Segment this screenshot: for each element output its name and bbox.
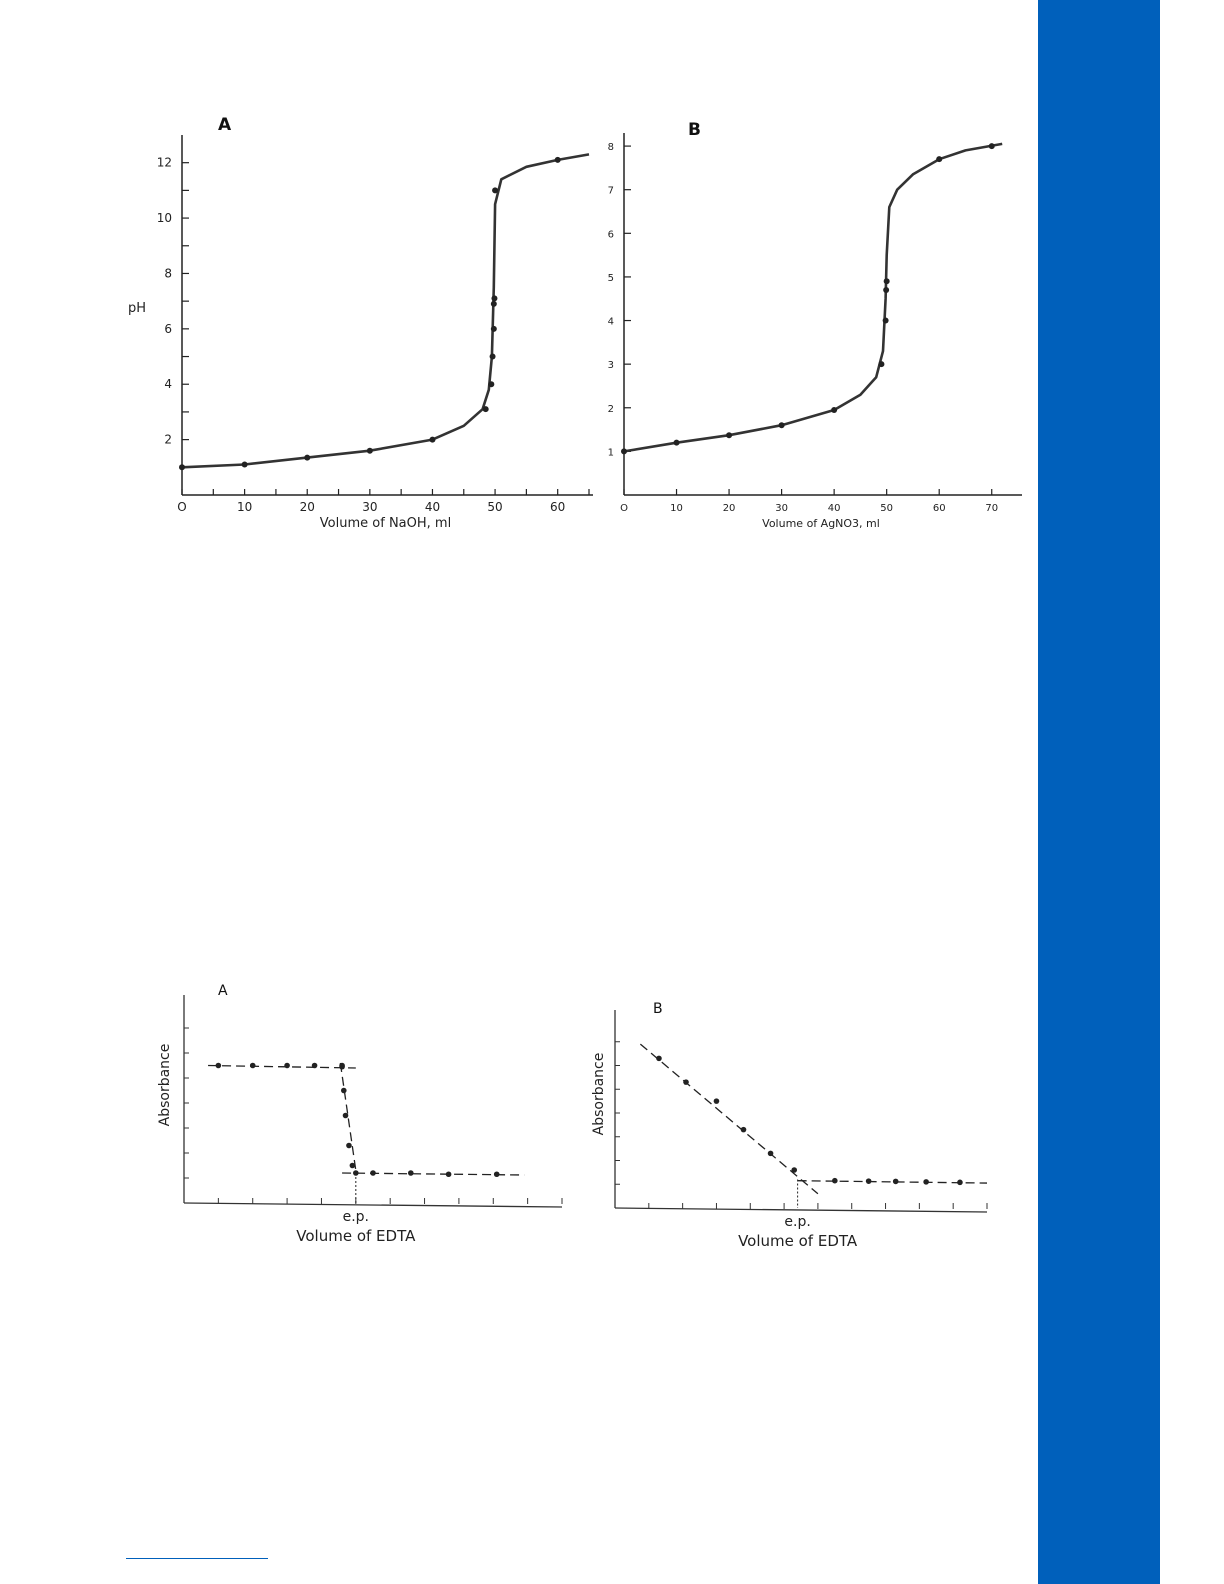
data-point bbox=[216, 1063, 222, 1069]
data-point bbox=[343, 1113, 349, 1119]
y-axis-title: Absorbance bbox=[591, 1052, 607, 1136]
sidebar-band bbox=[1038, 0, 1160, 1584]
data-point bbox=[714, 1098, 720, 1104]
data-point bbox=[312, 1063, 318, 1069]
x-axis-title: Volume of NaOH, ml bbox=[319, 516, 452, 531]
data-point bbox=[353, 1170, 359, 1176]
titration-curve bbox=[182, 154, 589, 467]
data-point bbox=[936, 156, 942, 162]
data-point bbox=[884, 278, 890, 284]
x-tick-label: 60 bbox=[550, 500, 566, 514]
x-tick-label: 10 bbox=[236, 500, 253, 514]
y-tick-label: 8 bbox=[164, 266, 172, 281]
data-point bbox=[656, 1056, 662, 1062]
panel-label: B bbox=[653, 1001, 663, 1017]
data-point bbox=[304, 455, 310, 461]
data-point bbox=[832, 1178, 838, 1184]
data-point bbox=[923, 1179, 929, 1185]
chart-absorbance-edta-a bbox=[150, 975, 570, 1255]
x-tick-label: 30 bbox=[775, 503, 788, 514]
data-point bbox=[878, 361, 884, 367]
data-point bbox=[490, 354, 496, 360]
y-tick-label: 6 bbox=[607, 229, 614, 241]
fit-line bbox=[340, 1063, 355, 1171]
y-tick-label: 6 bbox=[164, 321, 172, 336]
x-tick-label: 70 bbox=[985, 503, 999, 514]
data-point bbox=[957, 1180, 963, 1186]
x-tick-label: 40 bbox=[424, 500, 441, 514]
y-tick-label: 4 bbox=[607, 316, 614, 328]
data-point bbox=[893, 1179, 899, 1185]
x-axis-line bbox=[184, 1203, 562, 1207]
chart-absorbance-edta-b bbox=[585, 990, 995, 1255]
data-point bbox=[741, 1127, 747, 1133]
footnote-rule bbox=[126, 1558, 268, 1559]
data-point bbox=[179, 464, 185, 470]
y-tick-label: 8 bbox=[607, 142, 614, 154]
data-point bbox=[791, 1167, 797, 1173]
fit-line bbox=[640, 1044, 818, 1194]
data-point bbox=[284, 1063, 290, 1069]
chart-ph-agno3 bbox=[600, 115, 1030, 535]
x-tick-label: 30 bbox=[362, 500, 378, 514]
panel-label: A bbox=[218, 115, 232, 135]
data-point bbox=[370, 1170, 376, 1176]
data-point bbox=[883, 287, 889, 293]
data-point bbox=[989, 143, 995, 149]
data-point bbox=[491, 295, 497, 301]
data-point bbox=[242, 462, 248, 468]
y-tick-label: 5 bbox=[607, 272, 614, 284]
data-point bbox=[779, 422, 785, 428]
chart-svg bbox=[120, 105, 610, 540]
fit-line bbox=[208, 1066, 356, 1069]
x-axis-title: Volume of AgNO3, ml bbox=[762, 517, 880, 530]
data-point bbox=[726, 432, 732, 438]
y-tick-label: 4 bbox=[164, 377, 172, 392]
y-tick-label: 1 bbox=[607, 447, 614, 459]
x-axis-line bbox=[615, 1208, 987, 1212]
chart-svg bbox=[600, 115, 1030, 535]
data-point bbox=[492, 187, 498, 193]
data-point bbox=[494, 1171, 500, 1177]
data-point bbox=[491, 326, 497, 332]
data-point bbox=[831, 407, 837, 413]
y-tick-label: 3 bbox=[607, 360, 614, 372]
data-point bbox=[768, 1151, 774, 1157]
x-tick-label: O bbox=[620, 503, 628, 514]
panel-label: B bbox=[688, 120, 701, 140]
y-tick-label: 7 bbox=[607, 185, 614, 197]
x-axis-title: Volume of EDTA bbox=[296, 1227, 416, 1245]
data-point bbox=[339, 1064, 345, 1070]
data-point bbox=[491, 301, 497, 307]
x-tick-label: 50 bbox=[880, 503, 894, 514]
panel-label: A bbox=[218, 983, 228, 999]
x-tick-label: 20 bbox=[722, 503, 736, 514]
data-point bbox=[674, 440, 680, 446]
data-point bbox=[488, 381, 494, 387]
endpoint-label: e.p. bbox=[342, 1209, 370, 1225]
data-point bbox=[683, 1079, 689, 1085]
data-point bbox=[346, 1143, 352, 1149]
data-point bbox=[429, 437, 435, 443]
y-tick-label: 10 bbox=[156, 211, 172, 226]
x-axis-title: Volume of EDTA bbox=[738, 1232, 858, 1250]
data-point bbox=[367, 448, 373, 454]
titration-curve bbox=[624, 144, 1002, 452]
data-point bbox=[341, 1088, 347, 1094]
data-point bbox=[621, 448, 627, 454]
data-point bbox=[883, 318, 889, 324]
y-axis-title: pH bbox=[128, 301, 147, 316]
x-tick-label: 20 bbox=[299, 500, 315, 514]
x-tick-label: O bbox=[177, 500, 187, 514]
data-point bbox=[555, 157, 561, 163]
data-point bbox=[483, 406, 489, 412]
y-axis-title: Absorbance bbox=[157, 1043, 173, 1127]
y-tick-label: 2 bbox=[607, 403, 614, 415]
data-point bbox=[866, 1178, 872, 1184]
endpoint-label: e.p. bbox=[784, 1214, 811, 1230]
data-point bbox=[350, 1163, 356, 1169]
chart-svg bbox=[585, 990, 995, 1255]
x-tick-label: 40 bbox=[827, 503, 841, 514]
y-tick-label: 12 bbox=[156, 155, 172, 170]
data-point bbox=[408, 1170, 414, 1176]
chart-svg bbox=[150, 975, 570, 1255]
x-tick-label: 60 bbox=[932, 503, 946, 514]
x-tick-label: 10 bbox=[670, 503, 683, 514]
data-point bbox=[250, 1063, 256, 1069]
chart-ph-naoh bbox=[120, 105, 610, 540]
x-tick-label: 50 bbox=[487, 500, 503, 514]
y-tick-label: 2 bbox=[164, 432, 172, 447]
data-point bbox=[446, 1171, 452, 1177]
